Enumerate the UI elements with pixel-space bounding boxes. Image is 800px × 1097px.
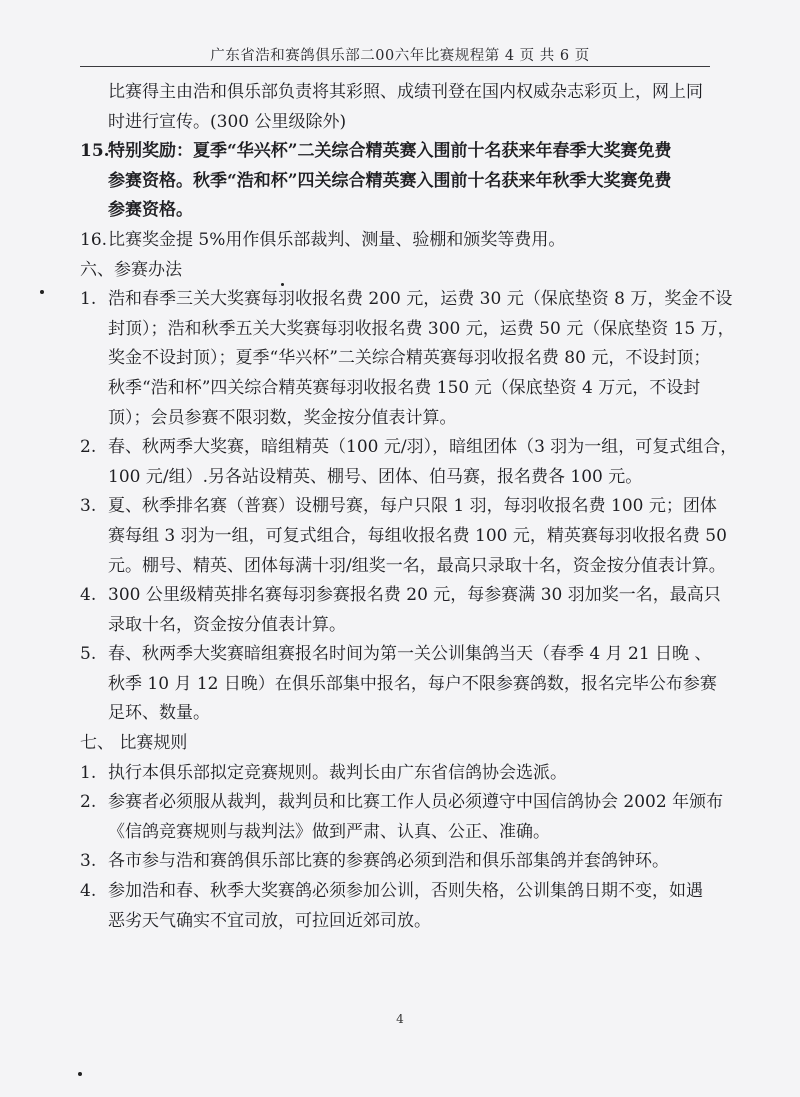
text-line: 100 元/组）.另各站设精英、棚号、团体、伯马赛，报名费各 100 元。 — [108, 466, 643, 487]
text-line: 恶劣天气确实不宜司放，可拉回近郊司放。 — [108, 910, 431, 931]
page-number: 4 — [396, 1012, 404, 1026]
scan-speck — [78, 1072, 82, 1076]
text-line: 时进行宣传。(300 公里级除外) — [108, 111, 347, 132]
list-item-16: 16. 比赛奖金提 5%用作俱乐部裁判、测量、验棚和颁奖等费用。 — [80, 226, 720, 256]
item-number: 3. — [80, 851, 97, 872]
scan-speck — [40, 290, 44, 294]
list-item: 4. 300 公里级精英排名赛每羽参赛报名费 20 元，每参赛满 30 羽加奖一名，最高只 — [80, 581, 720, 611]
text-line: 赛每组 3 羽为一组，可复式组合，每组收报名费 100 元，精英赛每羽收报名费 50 — [108, 525, 727, 546]
item-number: 15. — [80, 141, 110, 162]
text-line: 参赛资格。秋季“浩和杯”四关综合精英赛入围前十名获来年秋季大奖赛免费 — [108, 170, 672, 191]
list-item: 4. 参加浩和春、秋季大奖赛鸽必须参加公训，否则失格，公训集鸽日期不变，如遇 — [80, 877, 720, 907]
text-line: 元。棚号、精英、团体每满十羽/组奖一名，最高只录取十名，资金按分值表计算。 — [108, 555, 726, 576]
section-heading-7: 七、 比赛规则 — [80, 733, 188, 754]
header-rule — [80, 66, 710, 67]
list-item: 3. 各市参与浩和赛鸽俱乐部比赛的参赛鸽必须到浩和俱乐部集鸽并套鸽钟环。 — [80, 847, 720, 877]
text-line: 顶）；会员参赛不限羽数，奖金按分值表计算。 — [108, 407, 457, 428]
section-heading-6: 六、参赛办法 — [80, 259, 182, 280]
list-item: 1. 执行本俱乐部拟定竞赛规则。裁判长由广东省信鸽协会选派。 — [80, 759, 720, 789]
item-number: 2. — [80, 792, 97, 813]
text-line: 秋季“浩和杯”四关综合精英赛每羽收报名费 150 元（保底垫资 4 万元，不设封 — [108, 377, 701, 398]
item-number: 4. — [80, 585, 97, 606]
item-number: 2. — [80, 437, 97, 458]
item-number: 1. — [80, 762, 97, 783]
text-line: 足环、数量。 — [108, 703, 210, 724]
item-number: 5. — [80, 644, 97, 665]
text-line: 参赛资格。 — [108, 200, 193, 221]
item-number: 3. — [80, 496, 97, 517]
item-number: 4. — [80, 881, 97, 902]
list-item-15: 15. 特别奖励：夏季“华兴杯”二关综合精英赛入围前十名获来年春季大奖赛免费 — [80, 137, 720, 167]
item-number: 1. — [80, 289, 97, 310]
text-line: 录取十名，资金按分值表计算。 — [108, 614, 346, 635]
text-line: 《信鸽竞赛规则与裁判法》做到严肃、认真、公正、准确。 — [108, 821, 550, 842]
text-line: 秋季 10 月 12 日晚）在俱乐部集中报名，每户不限参赛鸽数，报名完毕公布参赛 — [108, 673, 717, 694]
scan-speck — [281, 283, 284, 286]
item-number: 16. — [80, 229, 108, 250]
text-line: 奖金不设封顶）；夏季“华兴杯”二关综合精英赛每羽收报名费 80 元，不设封顶； — [108, 348, 711, 369]
list-item: 2. 参赛者必须服从裁判，裁判员和比赛工作人员必须遵守中国信鸽协会 2002 年颁布 — [80, 788, 720, 818]
text-line: 封顶）；浩和秋季五关大奖赛每羽收报名费 300 元，运费 50 元（保底垫资 15 万， — [108, 318, 735, 339]
text-line: 比赛得主由浩和俱乐部负责将其彩照、成绩刊登在国内权威杂志彩页上，网上同 — [108, 82, 703, 102]
list-item: 3. 夏、秋季排名赛（普赛）设棚号赛，每户只限 1 羽，每羽收报名费 100 元；团体 — [80, 492, 720, 522]
document-body — [80, 78, 738, 936]
list-item: 1. 浩和春季三关大奖赛每羽收报名费 200 元，运费 30 元（保底垫资 8 万，奖金不设 — [80, 285, 720, 315]
page-header: 广东省浩和赛鸽俱乐部二00六年比赛规程第 4 页 共 6 页 — [210, 48, 590, 64]
list-item: 5. 春、秋两季大奖赛暗组赛报名时间为第一关公训集鸽当天（春季 4 月 21 日晚 、 — [80, 640, 720, 670]
list-item: 2. 春、秋两季大奖赛，暗组精英（100 元/羽），暗组团体（3 羽为一组，可复式组合， — [80, 433, 720, 463]
